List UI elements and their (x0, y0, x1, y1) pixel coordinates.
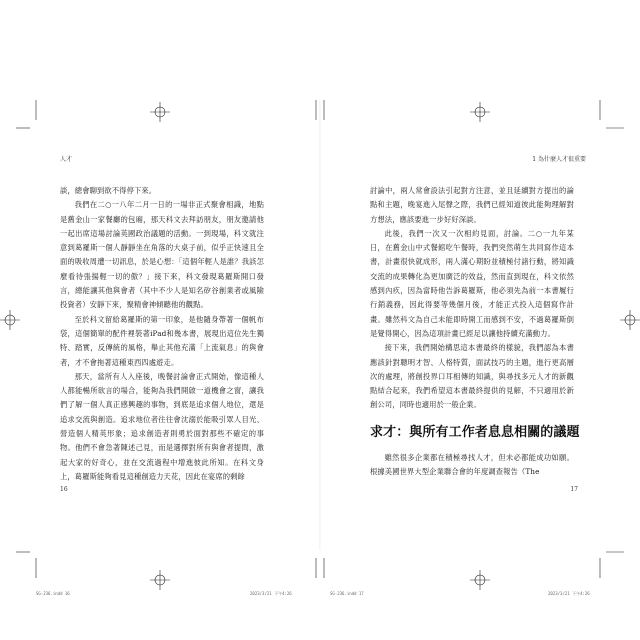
left-running-head: 人才 (60, 156, 73, 163)
section-heading: 求才：與所有工作者息息相關的議題 (370, 424, 580, 440)
right-paragraph: 此後，我們一次又一次相約見面，討論。二○一九年某日，在舊金山中式餐館吃午餐時，我們突然萌生共同寫作這本書，計畫很快就成形，兩人滿心期盼並積極付諸行動，將知識交流的成果轉化為更加廣泛的效益，然而直到現在，科文依然感到內疚，因為當時他告訴葛羅斯，他必須先為前一本書履行行銷義務，因此得要等幾個月後，才能正式投入這個寫作計畫。雖然科文為自己未能即時開工而感到不安，不過葛羅斯倒是覺得開心，因為這項計畫已經足以讓他持續充滿動力。 (370, 228, 574, 338)
right-paragraph: 討論中，兩人常會設法引起對方注意，並且延續對方提出的論點和主題，晚宴進入尾聲之際，我們已經知道彼此能夠理解對方想法，應該要進一步好好深談。 (370, 186, 574, 224)
right-paragraph: 雖然很多企業都在積極尋找人才，但未必都能成功如願。根據美國世界大型企業聯合會的年度調查報告（The (370, 452, 574, 477)
left-slug-date: 2023/3/21 下午4:26 (250, 591, 292, 596)
right-page (320, 0, 640, 640)
right-slug-file: SG-236.indd 17 (330, 591, 364, 596)
left-paragraph: 我們在二○一八年二月一日的一場非正式聚會相識，地點是舊金山一家餐廳的包廂，那天科文去拜訪朋友，朋友邀請他一起出席這場討論英國政治議題的活動。一到現場，科文就注意到葛羅斯一個人靜靜坐在角落的大桌子前，似乎正快速且全面的吸收周遭一切訊息，於是心想：「這個年輕人是誰？我該怎麼看待張揚輕一切的傲？」接下來，科文發現葛羅斯開口發言，總能讓其他與會者（其中不少人是知名矽谷創業者或風險投資者）安靜下來，聚精會神傾聽他的觀點。 (60, 200, 264, 310)
right-paragraph: 接下來，我們開始構思這本書最終的樣貌，我們認為本書應該針對聰明才智、人格特質，面試技巧的主題，進行更高層次的處理，將創投界口耳相傳的知識，與尋找多元人才的新觀點結合起來，我們希望這本書最終提供的見解，不只適用於新創公司，同時也適用於一般企業。 (370, 343, 574, 410)
left-page-number: 16 (60, 486, 68, 493)
left-paragraph: 至於科文留給葛羅斯的第一印象，是他隨身帶著一個帆布袋，這個簡單的配件裡裝著iPad和幾本書，展現出這位先生獨特、踏實，反傳統的風格，舉止其他充滿「上流氣息」的與會者，才不會拖著這種東西四處遊走。 (60, 314, 264, 367)
left-paragraph: 談，總會聊到欲不得停下來。 (60, 186, 157, 195)
right-body-text (370, 184, 580, 479)
right-page-number: 17 (570, 486, 578, 493)
right-slug-date: 2023/3/21 下午4:26 (548, 591, 590, 596)
left-body-text (60, 184, 264, 484)
right-running-head: 1 為什麼人才很重要 (532, 156, 586, 163)
left-paragraph: 那天，當所有人入座後，晚餐討論會正式開始，像這種人人都能暢所欲言的場合，能夠為我們開啟一道機會之窗，讓我們了解一個人真正感興趣的事物，到底是追求個人地位，還是追求交流與創造。追求地位者往往會沈溺於能吸引眾人目光、營造個人精英形象；追求創造者則勇於面對那些不確定的事物。他們不會急著陳述己見，而是選擇對所有與會者提問，激起大家的好奇心，並在交流過程中增進彼此所知。在科文身上，葛羅斯能夠看見這種創造力天花，因此在宴席的剩餘 (60, 371, 264, 481)
left-slug-file: SG-236.indd 16 (36, 591, 70, 596)
